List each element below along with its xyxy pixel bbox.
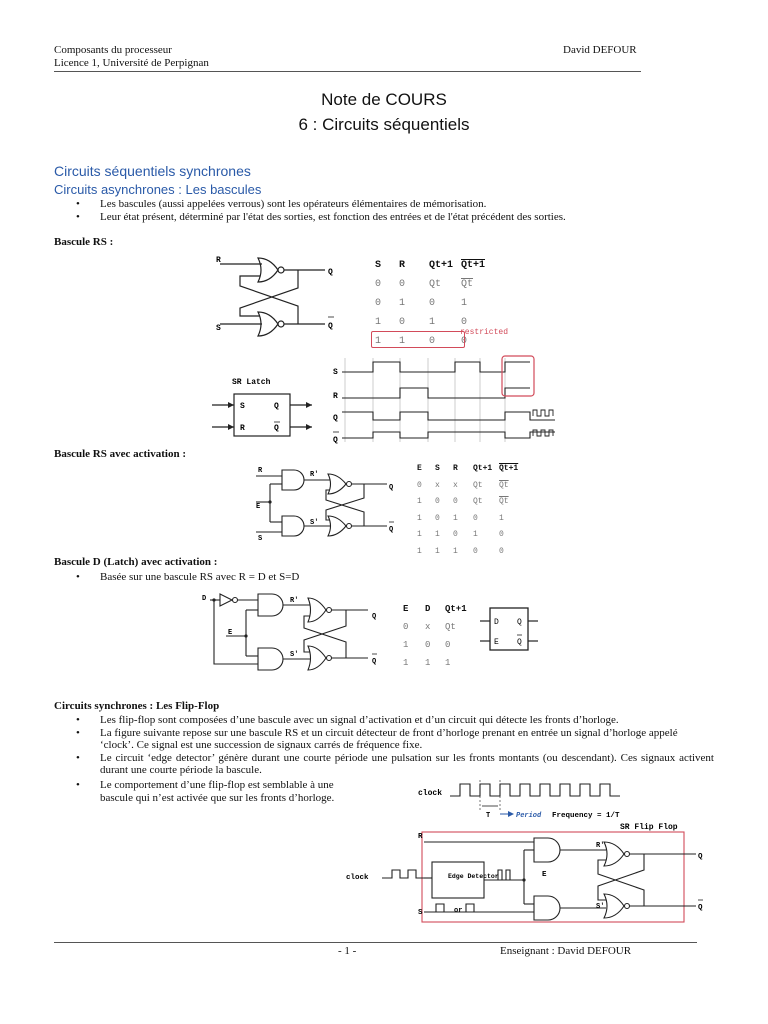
rs-td: 0 [375,279,382,290]
rs-act-td: x [435,480,440,490]
header-course: Composants du processeur [54,44,172,56]
sr-latch-s: S [240,402,245,411]
d-latch-gate-diagram [200,588,385,672]
rs-td: 1 [461,298,468,309]
d-td: 1 [403,658,409,668]
timing-qbar: Q [333,436,338,445]
rs-td: 0 [399,279,406,290]
rs-act-td: x [453,480,458,490]
sr-flip-flop-circuit [344,820,716,924]
rs-act-q: Q [389,484,394,492]
d-gate-sp: S' [290,651,299,659]
rs-act-th: S [435,464,440,473]
rs-th: S [375,260,382,271]
rs-act-label: Bascule RS avec activation : [54,448,186,460]
restricted-highlight [371,331,465,348]
rs-act-r: R [258,467,263,475]
rs-act-qbar: Q [389,526,394,534]
section-bullets [54,198,694,223]
d-td: 1 [445,658,451,668]
footer-rule [54,942,697,943]
rs-act-td: 0 [473,513,478,523]
bullet-item: • Basée sur une bascule RS avec R = D et S=D [54,571,654,584]
rs-act-td: 0 [473,546,478,556]
ff-e: E [542,871,547,879]
ff-bullets [54,714,714,777]
ff-sp: S' [596,903,605,911]
d-latch-label: Bascule D (Latch) avec activation : [54,556,218,568]
rs-act-gate-diagram [252,462,402,544]
rs-act-td: 0 [417,480,422,490]
d-block-d: D [494,618,499,627]
bullet-item: • Le comportement d’une flip-flop est semblable à une bascule qui n’est activée que sur les fronts d’horloge. [54,779,344,804]
rs-s-label: S [216,324,221,333]
rs-act-td: $\overline{Qt}$ [499,480,509,490]
clock-waveform [416,776,636,820]
rs-act-td: 0 [435,497,440,506]
rs-td: 0 [399,317,406,328]
header-author: David DEFOUR [563,44,637,56]
rs-timing-diagram [330,352,560,446]
d-block-qbar: Q [517,638,522,647]
rs-act-td: 0 [435,513,440,523]
rs-td: 1 [375,317,382,328]
rs-act-td: 1 [435,530,440,539]
d-th: D [425,604,431,614]
ff-r: R [418,833,423,841]
restricted-note: restricted [460,328,509,337]
ff-or: or [454,907,463,915]
rs-td: 0 [461,317,468,328]
rs-td: 1 [399,298,406,309]
rs-act-th: E [417,464,422,473]
rs-act-s: S [258,535,263,543]
bullet-item: • Le circuit ‘edge detector’ génère durant une courte période une pulsation sur les fronts montants (ou descendant). Ces signaux activent durant une courte période la bascule. [54,752,714,777]
rs-td: Qt [429,279,442,290]
footer-page-number: - 1 - [338,945,357,957]
rs-act-td: $\overline{Qt}$ [499,497,509,506]
d-gate-d: D [202,595,207,603]
rs-act-td: 1 [473,530,478,539]
rs-act-td: 0 [499,530,504,539]
clock-period: Period [516,812,542,820]
bullet-item: • La figure suivante repose sur une bascule RS et un circuit détecteur de front d’horloge prenant en entrée un signal d’horloge appelé ‘clock’. Ce signal est une succession de signaux carrés de fréquence fixe. [54,727,714,752]
rs-act-td: 1 [417,497,422,506]
rs-act-td: 1 [499,513,504,523]
d-block-e: E [494,638,499,647]
rs-th: Qt+1 [461,260,486,271]
d-gate-e: E [228,629,233,637]
rs-td: 0 [429,298,436,309]
rs-th: R [399,260,406,271]
d-td: 1 [425,658,431,668]
ff-s: S [418,909,423,917]
ff-rp: R' [596,842,605,850]
timing-r: R [333,392,338,401]
sr-latch-qbar: Q [274,424,279,433]
d-td: Qt [445,622,456,632]
bullet-item: • Les bascules (aussi appelées verrous) sont les opérateurs élémentaires de mémorisation. [54,198,694,211]
d-td: 0 [403,622,409,632]
d-gate-rp: R' [290,597,299,605]
page-subtitle: 6 : Circuits séquentiels [298,115,470,134]
d-truth-table [402,600,472,672]
rs-gate-diagram [210,250,355,340]
timing-q: Q [333,414,338,423]
clock-label: clock [418,789,443,798]
rs-td: 0 [461,336,468,347]
bullet-item: • Leur état présent, déterminé par l'état des sorties, est fonction des entrées et de l'état précédent des sorties. [54,211,694,224]
d-latch-block [478,604,542,656]
rs-act-truth-table [416,461,524,560]
ff-title: SR Flip Flop [620,823,678,832]
header-rule [54,71,641,72]
rs-act-th: Qt+1 [499,464,519,473]
rs-act-td: 1 [417,513,422,523]
ff-q: Q [698,853,703,861]
clock-t: T [486,812,491,820]
rs-q-label: Q [328,268,333,277]
rs-act-th: Qt+1 [473,464,493,473]
d-td: 1 [403,640,409,650]
section-subheading: Circuits asynchrones : Les bascules [54,182,262,197]
ff-label: Circuits synchrones : Les Flip-Flop [54,700,220,712]
timing-s: S [333,368,338,377]
sr-latch-block [208,374,320,446]
rs-td: 1 [399,336,406,347]
ff-edge-detector: Edge Detector [448,873,499,880]
rs-td: 0 [429,336,436,347]
ff-qbar: Q [698,904,703,912]
rs-act-td: 0 [499,546,504,556]
rs-th: Qt+1 [429,260,454,271]
d-th: E [403,604,409,614]
sr-latch-title: SR Latch [232,378,271,387]
rs-act-e: E [256,503,261,511]
rs-td: 1 [375,336,382,347]
rs-td: $\overline{Qt}$ [461,279,474,290]
rs-td: 0 [375,298,382,309]
footer-teacher: Enseignant : David DEFOUR [500,945,632,957]
clock-frequency: Frequency = 1/T [552,812,620,820]
section-heading: Circuits séquentiels synchrones [54,163,251,179]
rs-act-td: 1 [417,530,422,539]
sr-latch-r: R [240,424,245,433]
rs-act-rp: R' [310,471,319,479]
d-gate-q: Q [372,613,377,621]
header-institution: Licence 1, Université de Perpignan [54,57,209,69]
sr-latch-q: Q [274,402,279,411]
ff-clock: clock [346,874,369,882]
d-latch-bullets [54,571,654,584]
d-gate-qbar: Q [372,658,377,666]
page-title: Note de COURS [321,90,447,109]
rs-qbar-label: Q [328,322,333,331]
d-block-q: Q [517,618,522,627]
rs-act-td: 1 [435,546,440,556]
d-td: 0 [425,640,431,650]
rs-td: 1 [429,317,436,328]
rs-act-td: Qt [473,497,483,506]
d-th: Qt+1 [445,604,467,614]
rs-act-td: 0 [453,530,458,539]
rs-act-th: R [453,464,458,473]
rs-label: Bascule RS : [54,236,114,248]
rs-act-sp: S' [310,519,319,527]
rs-r-label: R [216,256,221,265]
rs-act-td: Qt [473,480,483,490]
rs-act-td: 1 [453,513,458,523]
rs-act-td: 1 [417,546,422,556]
d-td: 0 [445,640,451,650]
bullet-item: • Les flip-flop sont composées d’une bascule avec un signal d’activation et d’un circuit qui détecte les fronts d’horloge. [54,714,714,727]
d-td: x [425,622,431,632]
rs-act-td: 1 [453,546,458,556]
rs-act-td: 0 [453,497,458,506]
ff-bullets-narrow [54,779,344,804]
